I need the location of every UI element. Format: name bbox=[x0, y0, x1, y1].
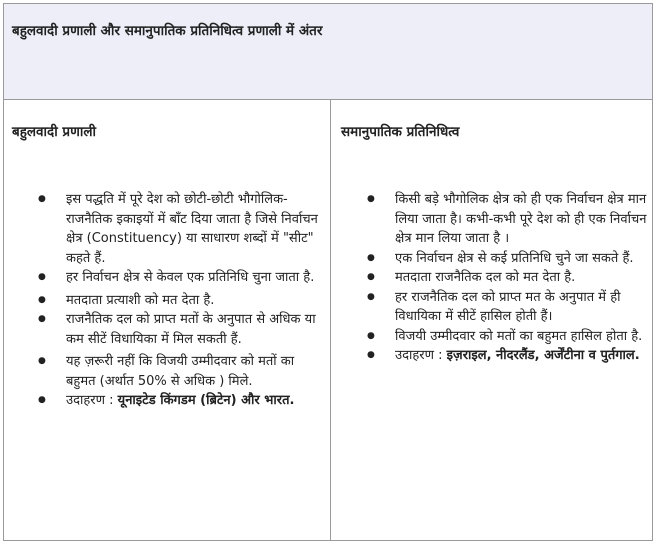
example-prefix: उदाहरण : bbox=[66, 393, 118, 408]
list-item: ● किसी बड़े भौगोलिक क्षेत्र को ही एक निर्वाचन क्षेत्र मान लिया जाता है। कभी-कभी पूरे देश को ही एक निर्वाचन क्षेत्र मान लिया जाता है । bbox=[367, 190, 650, 249]
proportional-column bbox=[331, 100, 652, 540]
proportional-column-title: समानुपातिक प्रतिनिधित्व bbox=[341, 124, 460, 140]
proportional-list bbox=[367, 190, 650, 366]
plurality-column bbox=[4, 100, 331, 540]
list-item: ● मतदाता प्रत्याशी को मत देता है. bbox=[38, 291, 320, 311]
example-countries: यूनाइटेड किंगडम (ब्रिटेन) और भारत. bbox=[117, 393, 295, 408]
plurality-column-title: बहुलवादी प्रणाली bbox=[12, 124, 96, 140]
comparison-table bbox=[3, 3, 653, 541]
list-item: ● हर निर्वाचन क्षेत्र से केवल एक प्रतिनिधि चुना जाता है. bbox=[38, 268, 320, 288]
list-item: ● राजनैतिक दल को प्राप्त मतों के अनुपात से अधिक या कम सीटें विधायिका में मिल सकती हैं. bbox=[38, 310, 320, 349]
list-item: ● यह ज़रूरी नहीं कि विजयी उम्मीदवार को मतों का बहुमत (अर्थात 50% से अधिक ) मिले. bbox=[38, 352, 320, 391]
table-header bbox=[4, 4, 652, 100]
example-prefix: उदाहरण : bbox=[395, 348, 447, 363]
table-title: बहुलवादी प्रणाली और समानुपातिक प्रतिनिधित्व प्रणाली में अंतर bbox=[12, 23, 323, 39]
example-item bbox=[367, 346, 650, 366]
list-item: ● हर राजनैतिक दल को प्राप्त मत के अनुपात में ही विधायिका में सीटें हासिल होती हैं। bbox=[367, 288, 650, 327]
plurality-list bbox=[38, 190, 320, 411]
list-item: ● इस पद्धति में पूरे देश को छोटी-छोटी भौगोलिक-राजनैतिक इकाइयों में बाँट दिया जाता है जिसे निर्वाचन क्षेत्र (Constituency) या साधारण शब्दों में "सीट" कहते हैं. bbox=[38, 190, 320, 268]
example-item bbox=[38, 391, 320, 411]
list-item: ● विजयी उम्मीदवार को मतों का बहुमत हासिल होता है. bbox=[367, 327, 650, 347]
list-item: ● एक निर्वाचन क्षेत्र से कई प्रतिनिधि चुने जा सकते हैं. bbox=[367, 249, 650, 269]
list-item: ● मतदाता राजनैतिक दल को मत देता है. bbox=[367, 268, 650, 288]
example-countries: इज़राइल, नीदरलैंड, अर्जेंटीना व पुर्तगाल. bbox=[446, 348, 640, 363]
